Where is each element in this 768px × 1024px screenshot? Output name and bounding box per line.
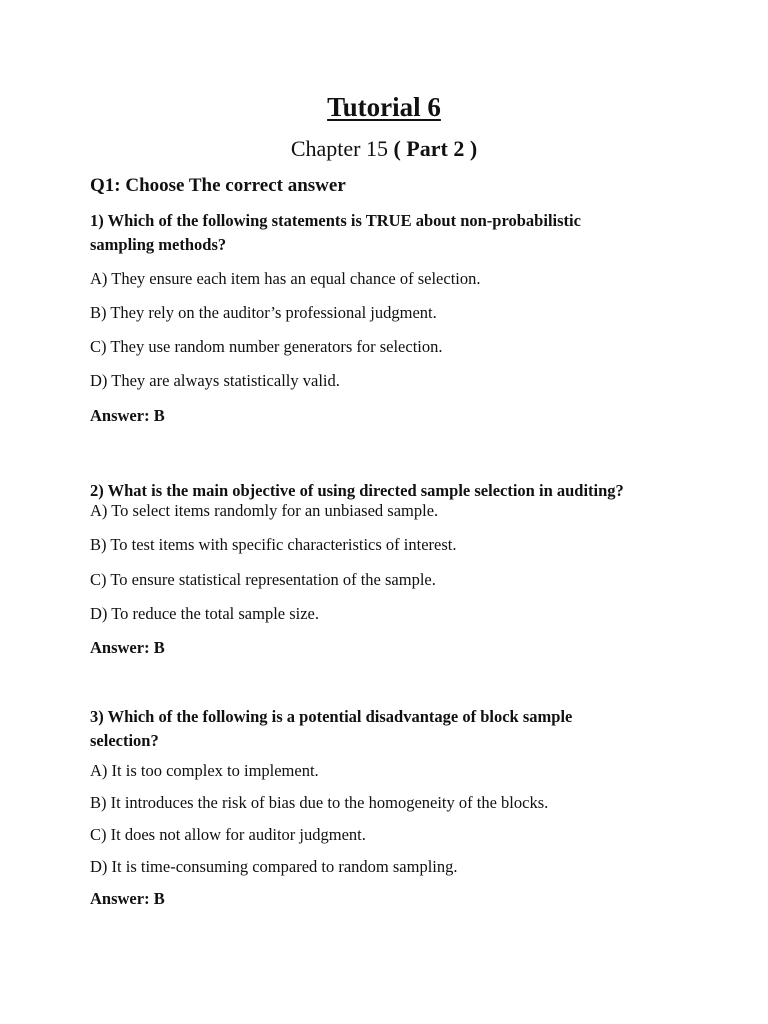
question-1-line-1: 1) Which of the following statements is TRUE about non-probabilistic: [90, 211, 581, 230]
question-1-line-2: sampling methods?: [90, 235, 227, 254]
question-2-option-b: B) To test items with specific characteristics of interest.: [90, 535, 457, 554]
question-2-option-a: A) To select items randomly for an unbiased sample.: [90, 501, 439, 520]
question-2-line-1: 2) What is the main objective of using directed sample selection in auditing?: [90, 481, 624, 500]
question-3-line-2: selection?: [90, 731, 159, 750]
question-3-option-a: A) It is too complex to implement.: [90, 761, 319, 780]
chapter-part: ( Part 2 ): [393, 136, 478, 161]
question-2-option-c: C) To ensure statistical representation of the sample.: [90, 570, 436, 589]
question-3-line-1: 3) Which of the following is a potential disadvantage of block sample: [90, 707, 573, 726]
question-3-option-c: C) It does not allow for auditor judgment.: [90, 825, 366, 844]
question-1-option-d: D) They are always statistically valid.: [90, 371, 340, 390]
chapter-subtitle: [0, 136, 768, 162]
question-3-option-b: B) It introduces the risk of bias due to the homogeneity of the blocks.: [90, 793, 549, 812]
question-3-option-d: D) It is time-consuming compared to random sampling.: [90, 857, 458, 876]
question-1-option-b: B) They rely on the auditor’s professional judgment.: [90, 303, 437, 322]
question-1-answer: Answer: B: [90, 406, 165, 425]
question-3-answer: Answer: B: [90, 889, 165, 908]
section-heading: Q1: Choose The correct answer: [90, 175, 346, 196]
question-2-option-d: D) To reduce the total sample size.: [90, 604, 320, 623]
question-2-answer: Answer: B: [90, 638, 165, 657]
page-title: Tutorial 6: [327, 92, 441, 122]
question-1-option-a: A) They ensure each item has an equal chance of selection.: [90, 269, 481, 288]
chapter-label: Chapter 15: [290, 136, 388, 161]
question-1-option-c: C) They use random number generators for selection.: [90, 337, 443, 356]
